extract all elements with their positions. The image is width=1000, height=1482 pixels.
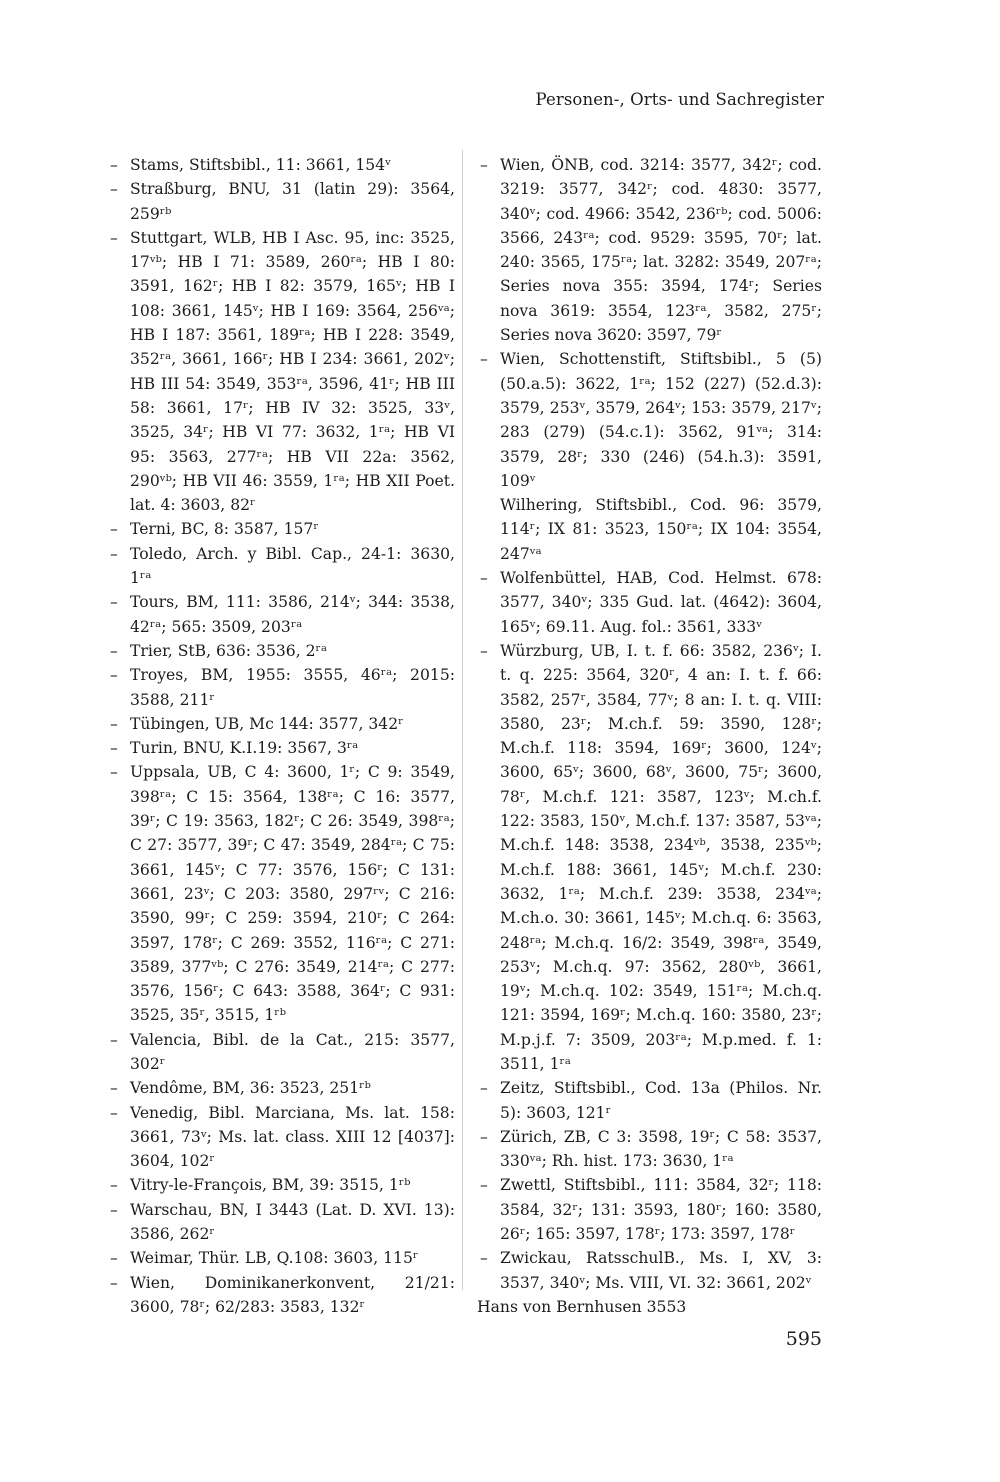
index-entry xyxy=(107,1173,455,1197)
entry-text: Stams, Stiftsbibl., 11: 3661, 154ᵛ xyxy=(130,156,391,174)
entry-text: Wien, ÖNB, cod. 3214: 3577, 342ʳ; cod. 3219: 3577, 342ʳ; cod. 4830: 3577, 340ᵛ; cod. 4966: 3542, 236ʳᵇ; cod. 5006: 3566, 243ʳᵃ; cod. 9529: 3595, 70ʳ; lat. 240: 3565, 175ʳᵃ; lat. 3282: 3549, 207ʳᵃ; Series nova 355: 3594, 174ʳ; Series nova 3619: 3554, 123ʳᵃ, 3582, 275ʳ; Series nova 3620: 3597, 79ʳ xyxy=(500,156,822,345)
column-rule xyxy=(462,150,463,1290)
entry-dash: – xyxy=(480,156,488,174)
index-entry xyxy=(107,712,455,736)
index-entry xyxy=(107,1101,455,1174)
entry-dash: – xyxy=(110,714,118,733)
running-head: Personen-, Orts- und Sachregister xyxy=(535,90,824,109)
entry-dash: – xyxy=(110,156,118,174)
entry-dash: – xyxy=(480,350,488,369)
entry-dash: – xyxy=(480,1176,488,1195)
entry-dash: – xyxy=(110,641,118,660)
index-entry xyxy=(107,177,455,226)
entry-text: Trier, StB, 636: 3536, 2ʳᵃ xyxy=(130,641,327,660)
entry-text: Wilhering, Stiftsbibl., Cod. 96: 3579, 114ʳ; IX 81: 3523, 150ʳᵃ; IX 104: 3554, 247ᵛᵃ xyxy=(500,496,822,563)
entry-dash: – xyxy=(110,1176,118,1195)
index-entry xyxy=(107,590,455,639)
entry-dash: – xyxy=(110,1273,118,1292)
index-entry xyxy=(477,1173,822,1246)
entry-dash: – xyxy=(110,739,118,758)
entry-dash: – xyxy=(110,1103,118,1122)
index-entry xyxy=(107,639,455,663)
entry-text: Uppsala, UB, C 4: 3600, 1ʳ; C 9: 3549, 398ʳᵃ; C 15: 3564, 138ʳᵃ; C 16: 3577, 39ʳ; C 19: 3563, 182ʳ; C 26: 3549, 398ʳᵃ; C 27: 3577, 39ʳ; C 47: 3549, 284ʳᵃ; C 75: 3661, 145ᵛ; C 77: 3576, 156ʳ; C 131: 3661, 23ᵛ; C 203: 3580, 297ʳᵛ; C 216: 3590, 99ʳ; C 259: 3594, 210ʳ; C 264: 3597, 178ʳ; C 269: 3552, 116ʳᵃ; C 271: 3589, 377ᵛᵇ; C 276: 3549, 214ʳᵃ; C 277: 3576, 156ʳ; C 643: 3588, 364ʳ; C 931: 3525, 35ʳ, 3515, 1ʳᵇ xyxy=(130,763,455,1025)
entry-dash: – xyxy=(480,1127,488,1146)
index-entry xyxy=(477,1125,822,1174)
entry-text: Vendôme, BM, 36: 3523, 251ʳᵇ xyxy=(130,1079,371,1098)
entry-dash: – xyxy=(110,228,118,247)
entry-text: Zürich, ZB, C 3: 3598, 19ʳ; C 58: 3537, 330ᵛᵃ; Rh. hist. 173: 3630, 1ʳᵃ xyxy=(500,1127,822,1171)
index-entry xyxy=(477,1076,822,1125)
index-entry xyxy=(107,1028,455,1077)
index-entry xyxy=(107,1198,455,1247)
entry-text: Zeitz, Stiftsbibl., Cod. 13a (Philos. Nr. 5): 3603, 121ʳ xyxy=(500,1079,822,1122)
entry-dash: – xyxy=(110,763,118,782)
index-entry xyxy=(107,226,455,518)
entry-text: Zwettl, Stiftsbibl., 111: 3584, 32ʳ; 118: 3584, 32ʳ; 131: 3593, 180ʳ; 160: 3580, 26ʳ; 165: 3597, 178ʳ; 173: 3597, 178ʳ xyxy=(500,1176,822,1244)
index-entry xyxy=(107,663,455,712)
entry-text: Toledo, Arch. y Bibl. Cap., 24-1: 3630, 1ʳᵃ xyxy=(130,544,455,588)
index-entry xyxy=(477,1295,822,1319)
entry-dash: – xyxy=(110,593,118,612)
index-entry xyxy=(477,566,822,639)
entry-text: Terni, BC, 8: 3587, 157ʳ xyxy=(130,520,319,539)
entry-text: Weimar, Thür. LB, Q.108: 3603, 115ʳ xyxy=(130,1249,419,1268)
entry-dash: – xyxy=(480,641,488,660)
entry-text: Tours, BM, 111: 3586, 214ᵛ; 344: 3538, 42ʳᵃ; 565: 3509, 203ʳᵃ xyxy=(130,593,455,636)
entry-dash: – xyxy=(480,1079,488,1098)
entry-text: Hans von Bernhusen 3553 xyxy=(477,1297,687,1316)
entry-dash: – xyxy=(110,1079,118,1098)
entry-dash: – xyxy=(480,1249,488,1268)
entry-text: Venedig, Bibl. Marciana, Ms. lat. 158: 3661, 73ᵛ; Ms. lat. class. XIII 12 [4037]: 3604, 102ʳ xyxy=(130,1103,455,1171)
entry-text: Zwickau, RatsschulB., Ms. I, XV, 3: 3537, 340ᵛ; Ms. VIII, VI. 32: 3661, 202ᵛ xyxy=(500,1249,822,1292)
index-entry xyxy=(107,542,455,591)
entry-dash: – xyxy=(110,544,118,563)
entry-dash: – xyxy=(110,1249,118,1268)
index-entry xyxy=(477,347,822,493)
entry-dash: – xyxy=(110,1200,118,1219)
entry-dash: – xyxy=(480,569,488,588)
entry-text: Turin, BNU, K.I.19: 3567, 3ʳᵃ xyxy=(130,739,359,758)
entry-text: Stuttgart, WLB, HB I Asc. 95, inc: 3525, 17ᵛᵇ; HB I 71: 3589, 260ʳᵃ; HB I 80: 3591, 162ʳ; HB I 82: 3579, 165ᵛ; HB I 108: 3661, 145ᵛ; HB I 169: 3564, 256ᵛᵃ; HB I 187: 3561, 189ʳᵃ; HB I 228: 3549, 352ʳᵃ, 3661, 166ʳ; HB I 234: 3661, 202ᵛ; HB III 54: 3549, 353ʳᵃ, 3596, 41ʳ; HB III 58: 3661, 17ʳ; HB IV 32: 3525, 33ᵛ, 3525, 34ʳ; HB VI 77: 3632, 1ʳᵃ; HB VI 95: 3563, 277ʳᵃ; HB VII 22a: 3562, 290ᵛᵇ; HB VII 46: 3559, 1ʳᵃ; HB XII Poet. lat. 4: 3603, 82ʳ xyxy=(130,228,455,515)
index-entry xyxy=(477,493,822,566)
index-column-left xyxy=(107,153,455,1319)
index-entry xyxy=(107,760,455,1027)
entry-text: Tübingen, UB, Mc 144: 3577, 342ʳ xyxy=(130,714,404,733)
entry-text: Wolfenbüttel, HAB, Cod. Helmst. 678: 3577, 340ᵛ; 335 Gud. lat. (4642): 3604, 165ᵛ; 69.11. Aug. fol.: 3561, 333ᵛ xyxy=(500,569,822,636)
entry-text: Troyes, BM, 1955: 3555, 46ʳᵃ; 2015: 3588, 211ʳ xyxy=(130,666,455,709)
entry-text: Wien, Schottenstift, Stiftsbibl., 5 (5) (50.a.5): 3622, 1ʳᵃ; 152 (227) (52.d.3): 3579, 253ᵛ, 3579, 264ᵛ; 153: 3579, 217ᵛ; 283 (279) (54.c.1): 3562, 91ᵛᵃ; 314: 3579, 28ʳ; 330 (246) (54.h.3): 3591, 109ᵛ xyxy=(500,350,822,490)
index-entry xyxy=(477,153,822,347)
entry-dash: – xyxy=(110,180,118,199)
index-entry xyxy=(107,1246,455,1270)
index-entry xyxy=(107,736,455,760)
entry-text: Wien, Dominikanerkonvent, 21/21: 3600, 78ʳ; 62/283: 3583, 132ʳ xyxy=(130,1273,455,1316)
entry-text: Valencia, Bibl. de la Cat., 215: 3577, 302ʳ xyxy=(130,1030,455,1073)
index-column-right xyxy=(477,153,822,1319)
page-number: 595 xyxy=(785,1328,822,1350)
entry-text: Würzburg, UB, I. t. f. 66: 3582, 236ᵛ; I. t. q. 225: 3564, 320ʳ, 4 an: I. t. f. 66: 3582, 257ʳ, 3584, 77ᵛ; 8 an: I. t. q. VIII: 3580, 23ʳ; M.ch.f. 59: 3590, 128ʳ; M.ch.f. 118: 3594, 169ʳ; 3600, 124ᵛ; 3600, 65ᵛ; 3600, 68ᵛ, 3600, 75ʳ; 3600, 78ʳ, M.ch.f. 121: 3587, 123ᵛ; M.ch.f. 122: 3583, 150ᵛ, M.ch.f. 137: 3587, 53ᵛᵃ; M.ch.f. 148: 3538, 234ᵛᵇ, 3538, 235ᵛᵇ; M.ch.f. 188: 3661, 145ᵛ; M.ch.f. 230: 3632, 1ʳᵃ; M.ch.f. 239: 3538, 234ᵛᵃ; M.ch.o. 30: 3661, 145ᵛ; M.ch.q. 6: 3563, 248ʳᵃ; M.ch.q. 16/2: 3549, 398ʳᵃ, 3549, 253ᵛ; M.ch.q. 97: 3562, 280ᵛᵇ, 3661, 19ᵛ; M.ch.q. 102: 3549, 151ʳᵃ; M.ch.q. 121: 3594, 169ʳ; M.ch.q. 160: 3580, 23ʳ; M.p.j.f. 7: 3509, 203ʳᵃ; M.p.med. f. 1: 3511, 1ʳᵃ xyxy=(500,641,822,1073)
index-entry xyxy=(477,639,822,1076)
index-entry xyxy=(107,517,455,541)
index-entry xyxy=(477,1246,822,1295)
entry-dash: – xyxy=(110,1030,118,1049)
index-entry xyxy=(107,153,455,177)
index-entry xyxy=(107,1271,455,1320)
entry-text: Vitry-le-François, BM, 39: 3515, 1ʳᵇ xyxy=(130,1176,411,1195)
entry-dash: – xyxy=(110,666,118,685)
index-entry xyxy=(107,1076,455,1100)
entry-dash: – xyxy=(110,520,118,539)
entry-text: Warschau, BN, I 3443 (Lat. D. XVI. 13): 3586, 262ʳ xyxy=(130,1200,455,1244)
entry-text: Straßburg, BNU, 31 (latin 29): 3564, 259ʳᵇ xyxy=(130,180,455,223)
